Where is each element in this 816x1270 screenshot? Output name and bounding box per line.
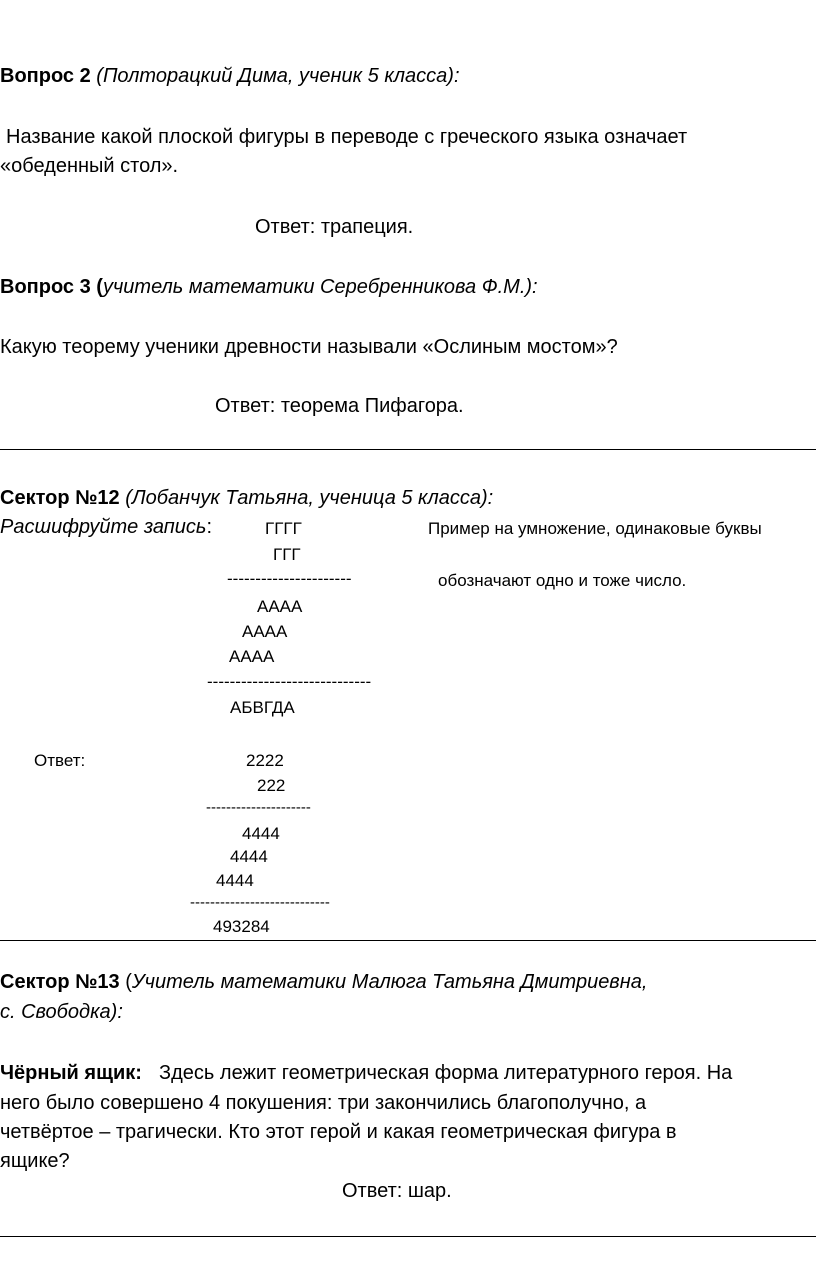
solution-partial-1: 4444 [242, 824, 280, 843]
puzzle-multiplicand: ГГГГ [265, 519, 302, 538]
sector-13-text-line3: четвёртое – трагически. Кто этот герой и какая геометрическая фигура в [0, 1121, 677, 1143]
sector-13-paren: ( [119, 971, 132, 993]
question-2-header [0, 66, 460, 86]
sector-12-note-line1: Пример на умножение, одинаковые буквы [428, 519, 762, 538]
puzzle-result: АБВГДА [230, 698, 295, 717]
divider [0, 1236, 816, 1237]
question-3-text: Какую теорему ученики древности называли «Ослиным мостом»? [0, 336, 618, 358]
puzzle-separator-2: ----------------------------- [207, 672, 372, 691]
divider [0, 449, 816, 450]
sector-12-task-text: Расшифруйте запись [0, 516, 207, 538]
question-2-text-line1: Название какой плоской фигуры в переводе с греческого языка означает [6, 126, 688, 148]
sector-13-line1-text: Здесь лежит геометрическая форма литературного героя. На [159, 1062, 733, 1084]
question-3-header [0, 277, 538, 297]
sector-12-task-colon: : [206, 516, 212, 538]
question-2-answer: Ответ: трапеция. [255, 216, 414, 238]
sector-12-title: Сектор №12 [0, 487, 120, 509]
puzzle-separator-1: ---------------------- [227, 569, 352, 588]
question-2-author: (Полторацкий Дима, ученик 5 класса): [96, 65, 460, 87]
black-box-label: Чёрный ящик: [0, 1062, 142, 1084]
divider [0, 940, 816, 941]
sector-13-text-line2: него было совершено 4 покушения: три закончились благополучно, а [0, 1092, 647, 1114]
sector-12-author: (Лобанчук Татьяна, ученица 5 класса): [125, 487, 494, 509]
sector-13-header [0, 972, 647, 992]
sector-12-task [0, 517, 212, 537]
question-3-answer: Ответ: теорема Пифагора. [215, 395, 464, 417]
sector-12-header [0, 488, 493, 508]
sector-12-note-line2: обозначают одно и тоже число. [438, 571, 687, 590]
sector-13-author: Учитель математики Малюга Татьяна Дмитриевна, [131, 971, 648, 993]
question-2-text-line2: «обеденный стол». [0, 155, 179, 177]
puzzle-multiplier: ГГГ [273, 545, 301, 564]
solution-multiplier: 222 [257, 776, 286, 795]
question-3-author: учитель математики Серебренникова Ф.М.): [102, 276, 538, 298]
sector-13-text-line4: ящике? [0, 1150, 70, 1172]
puzzle-partial-1: АААА [257, 597, 303, 616]
solution-partial-2: 4444 [230, 847, 268, 866]
sector-13-text-line1 [0, 1063, 732, 1083]
sector-12-answer-label: Ответ: [34, 751, 86, 770]
sector-13-author-line2 [0, 1002, 123, 1022]
solution-separator-1: --------------------- [206, 799, 311, 816]
sector-13-title: Сектор №13 [0, 971, 120, 993]
question-3-title: Вопрос 3 ( [0, 276, 103, 298]
puzzle-partial-3: АААА [229, 647, 275, 666]
solution-separator-2: ---------------------------- [190, 894, 330, 911]
solution-result: 493284 [213, 917, 270, 936]
sector-13-author-place: с. Свободка): [0, 1001, 123, 1023]
puzzle-partial-2: АААА [242, 622, 288, 641]
sector-13-answer: Ответ: шар. [342, 1180, 452, 1202]
solution-partial-3: 4444 [216, 871, 254, 890]
question-2-title: Вопрос 2 [0, 65, 91, 87]
solution-multiplicand: 2222 [246, 751, 284, 770]
